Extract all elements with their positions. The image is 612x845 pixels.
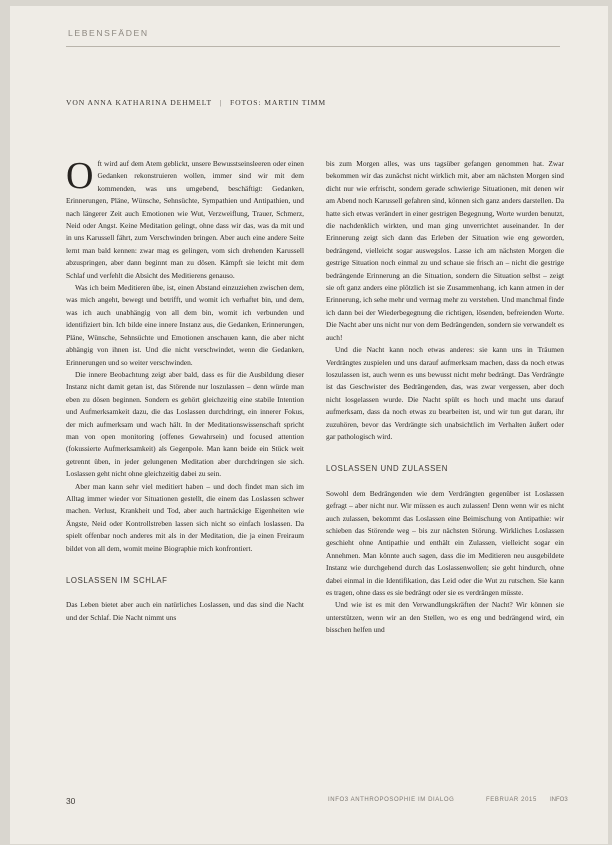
page-footer bbox=[66, 796, 568, 812]
byline-separator: | bbox=[219, 98, 223, 107]
paragraph-text: ft wird auf dem Atem geblickt, unsere Bewusstseinsleeren oder einen Gedanken rekonstruieren wollen, immer sind wir mit dem kommenden, was uns umgebend, beschäftigt: Gedanken, Erinnerungen, Pläne, Wünsche, Sehnsüchte, Sympathien und Antipathien, und nach längerer Zeit auch Emotionen wie Wut, Verzweiflung, Trauer, Schmerz, Neid oder Angst. Keine Meditation gelingt, ohne dass wir das, was da mit und in uns Karussell fährt, zum Verschwinden bringen. Aber auch eine andere Seite lernt man bald kennen: zwar mag es gelingen, vom sich drehenden Karussell abzuspringen, aber dann beginnt man zu dösen. Kämpft sie leicht mit dem Schlaf und verfehlt die Absicht des Meditierens genauso. bbox=[66, 159, 304, 280]
magazine-website: INFO3 bbox=[550, 797, 568, 803]
article-column-right bbox=[326, 158, 564, 758]
section-header bbox=[66, 24, 560, 47]
article-paragraph: Was ich beim Meditieren übe, ist, einen Abstand einzuziehen zwischen dem, was mich angeht, bewegt und betrifft, und womit ich verhaftet bin, und dem, was ich auch unabhängig von all dem bin, womit ich verbunden und identifiziert bin. Ich bilde eine innere Instanz aus, die Gedanken, Erinnerungen, Pläne, Wünsche, Sehnsüchte und Emotionen anschauen kann, die aber nicht abhängig von ihnen ist. Und die nicht verschwindet, wenn die Gedanken, Erinnerungen und so weiter verschwinden. bbox=[66, 283, 304, 367]
page-number: 30 bbox=[66, 796, 76, 806]
article-paragraph: Und wie ist es mit den Verwandlungskräften der Nacht? Wir können sie unterstützen, wenn wir an den Stellen, wo es eng und bedrängend wird, ein bisschen helfen und bbox=[326, 600, 564, 635]
author-credit: VON ANNA KATHARINA DEHMELT bbox=[66, 98, 212, 107]
issue-date: FEBRUAR 2015 bbox=[486, 797, 537, 803]
article-paragraph bbox=[66, 155, 304, 282]
article-paragraph: Die innere Beobachtung zeigt aber bald, dass es für die Ausbildung dieser Instanz nicht damit getan ist, das Störende nur loszulassen – denn würde man eben zu dösen beginnen. Sondern es gehört gleichzeitig eine stabile Intention und Aufmerksamkeit dazu, die das Loslassen durchdringt, ein innerer Fokus, der mich aufmerksam und wach hält. In der Meditationswissenschaft spricht man von open monitoring (offenes Gewahrsein) und focused attention (fokussierte Aufmerksamkeit) als Gegenpole. Man kann beide ein Stück weit getrennt üben, in jeder gelungenen Meditation aber durchdringen sie sich. Loslassen geht nicht ohne gleichzeitig dabei zu sein. bbox=[66, 369, 304, 479]
article-paragraph: Aber man kann sehr viel meditiert haben – und doch findet man sich im Alltag immer wieder vor Situationen gestellt, die einem das Loslassen schwer machen. Verlust, Krankheit und Tod, aber auch hartnäckige Eigenheiten wie Ängste, Neid oder Kontrollstreben lassen sich nicht so einfach loslassen. Da spielt offenbar noch anderes mit als in der Meditation, die ja einen Freiraum bildet von all dem, womit meine Biographie mich konfrontiert. bbox=[66, 481, 304, 553]
section-label: LEBENSFÄDEN bbox=[68, 28, 149, 38]
article-paragraph: Das Leben bietet aber auch ein natürliches Loslassen, und das sind die Nacht und der Schlaf. Die Nacht nimmt uns bbox=[66, 600, 304, 622]
subheading-sleep: LOSLASSEN IM SCHLAF bbox=[66, 576, 168, 585]
magazine-title: INFO3 ANTHROPOSOPHIE IM DIALOG bbox=[328, 797, 455, 803]
drop-cap: O bbox=[66, 155, 94, 197]
article-paragraph: Sowohl dem Bedrängenden wie dem Verdrängten gegenüber ist Loslassen gefragt – aber nicht nur. Wir müssen es auch zulassen! Denn wenn wir es nicht auch zulassen, bekommt das Loslassen eine Beimischung von Antipathie: wir schieben das Störende weg – bis zur nächsten Störung. Wirkliches Loslassen geschieht ohne Antipathie und enthält ein Zulassen, vielleicht sogar ein Annehmen. Man könnte auch sagen, dass die im Meditieren neu ausgebildete Instanz wie durchgehend durch das Loslassenwollen; sie geht hindurch, ohne dabei einmal in die Identifikation, das Leid oder die Wut zu rutschen. Sie kann es tragen, ohne dass es sie bedrängt oder sie es verdrängen müsste. bbox=[326, 488, 564, 597]
magazine-page bbox=[10, 6, 608, 844]
article-column-left bbox=[66, 155, 304, 758]
article-paragraph: Und die Nacht kann noch etwas anderes: sie kann uns in Träumen Verdrängtes zuspielen und uns darauf aufmerksam machen, dass da noch etwas loszulassen ist, auch wenn es uns bewusst nicht mehr bedrängt. Das Verdrängte ist das Geschwister des Bedrängenden, das, was zwar vergessen, aber doch nicht losgelassen wurde. Die Nacht spült es hoch und macht uns darauf aufmerksam, dass da noch etwas zu bearbeiten ist, und wir tun gut daran, ihr zuzuhören, bevor das Verdrängte sich unabsichtlich im Verhalten äußert oder gar pathologisch wird. bbox=[326, 345, 564, 441]
photo-credit: FOTOS: MARTIN TIMM bbox=[230, 98, 327, 107]
subheading-letting-go: LOSLASSEN UND ZULASSEN bbox=[326, 464, 448, 474]
byline bbox=[66, 98, 566, 107]
article-paragraph: bis zum Morgen alles, was uns tagsüber gefangen genommen hat. Zwar bekommen wir das zunächst nicht wirklich mit, aber am nächsten Morgen sind dicht nur wie erfrischt, sondern gerade schwierige Situationen, mit denen wir am Abend noch Karussell gefahren sind, können sich ganz anders darstellen. Da hatte sich etwas verändert in einer gestrigen Begegnung, Worte wurden benutzt, die nachdenklich wirkten, und man ging unverrichtet auseinander. In der Erinnerung zeigt sich dann das Erleben der Situation wie eng geworden, bedrängend, vielleicht sogar auswegslos. Lasse ich am nächsten Morgen die gestrige Situation noch einmal zu und schaue sie frisch an – nicht die gestrige bedrängende Erinnerung an die Situation, sondern die Situation selbst – zeigt sie oft ganz anders eine plötzlich ist sie Zusammenhang, ich kann atmen in der Erinnerung, ich sehe mehr und vermag mehr zu verstehen. Und manchmal finde ich dann bei der Wiederbegegnung die richtigen, lösenden, befreienden Worte. Die Nacht aber uns nicht nur von dem Bedrängenden, sondern sie verwandelt es auch! bbox=[326, 159, 564, 342]
